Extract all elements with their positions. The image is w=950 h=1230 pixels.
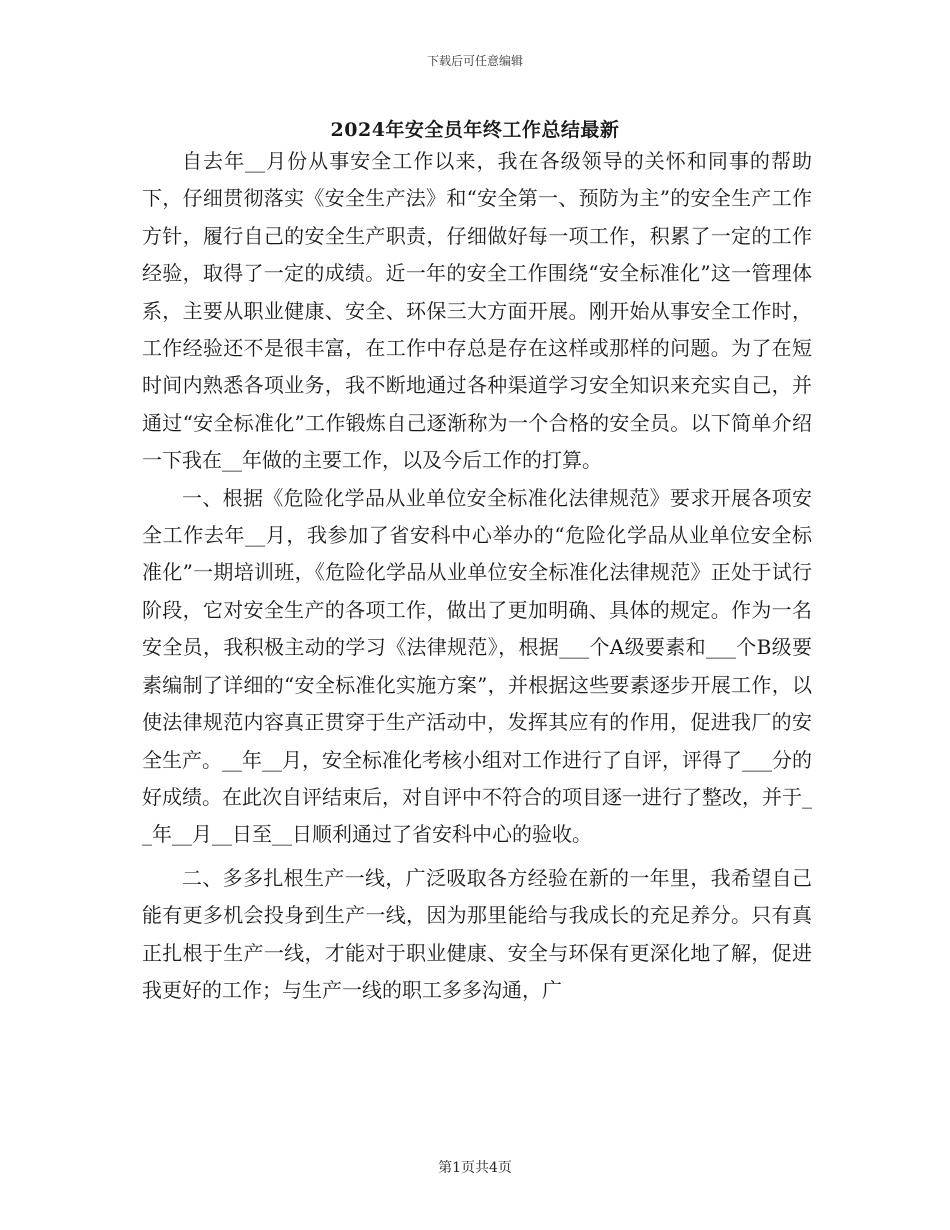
document-body <box>142 143 812 1009</box>
paragraph-intro: 自去年__月份从事安全工作以来，我在各级领导的关怀和同事的帮助下，仔细贯彻落实《安全生产法》和“安全第一、预防为主”的安全生产工作方针，履行自己的安全生产职责，仔细做好每一项工作，积累了一定的工作经验，取得了一定的成绩。近一年的安全工作围绕“安全标准化”这一管理体系，主要从职业健康、安全、环保三大方面开展。刚开始从事安全工作时，工作经验还不是很丰富，在工作中存总是存在这样或那样的问题。为了在短时间内熟悉各项业务，我不断地通过各种渠道学习安全知识来充实自己，并通过“安全标准化”工作锻炼自己逐渐称为一个合格的安全员。以下简单介绍一下我在__年做的主要工作，以及今后工作的打算。 <box>142 149 812 473</box>
document-title: 2024年安全员年终工作总结最新 <box>330 119 620 141</box>
paragraph-section-2: 二、多多扎根生产一线，广泛吸取各方经验在新的一年里，我希望自己能有更多机会投身到生产一线，因为那里能给与我成长的充足养分。只有真正扎根于生产一线，才能对于职业健康、安全与环保有更深化地了解，促进我更好的工作；与生产一线的职工多多沟通，广 <box>142 865 812 1002</box>
paragraph-section-1: 一、根据《危险化学品从业单位安全标准化法律规范》要求开展各项安全工作去年__月，我参加了省安科中心举办的“危险化学品从业单位安全标准化”一期培训班，《危险化学品从业单位安全标准化法律规范》正处于试行阶段，它对安全生产的各项工作，做出了更加明确、具体的规定。作为一名安全员，我积极主动的学习《法律规范》，根据___个A级要素和___个B级要素编制了详细的“安全标准化实施方案”，并根据这些要素逐步开展工作，以使法律规范内容真正贯穿于生产活动中，发挥其应有的作用，促进我厂的安全生产。__年__月，安全标准化考核小组对工作进行了自评，评得了___分的好成绩。在此次自评结束后，对自评中不符合的项目逐一进行了整改，并于__年__月__日至__日顺利通过了省安科中心的验收。 <box>142 485 812 847</box>
page-number: 第1页共4页 <box>438 1160 512 1176</box>
page-header-note: 下载后可任意编辑 <box>426 54 523 68</box>
